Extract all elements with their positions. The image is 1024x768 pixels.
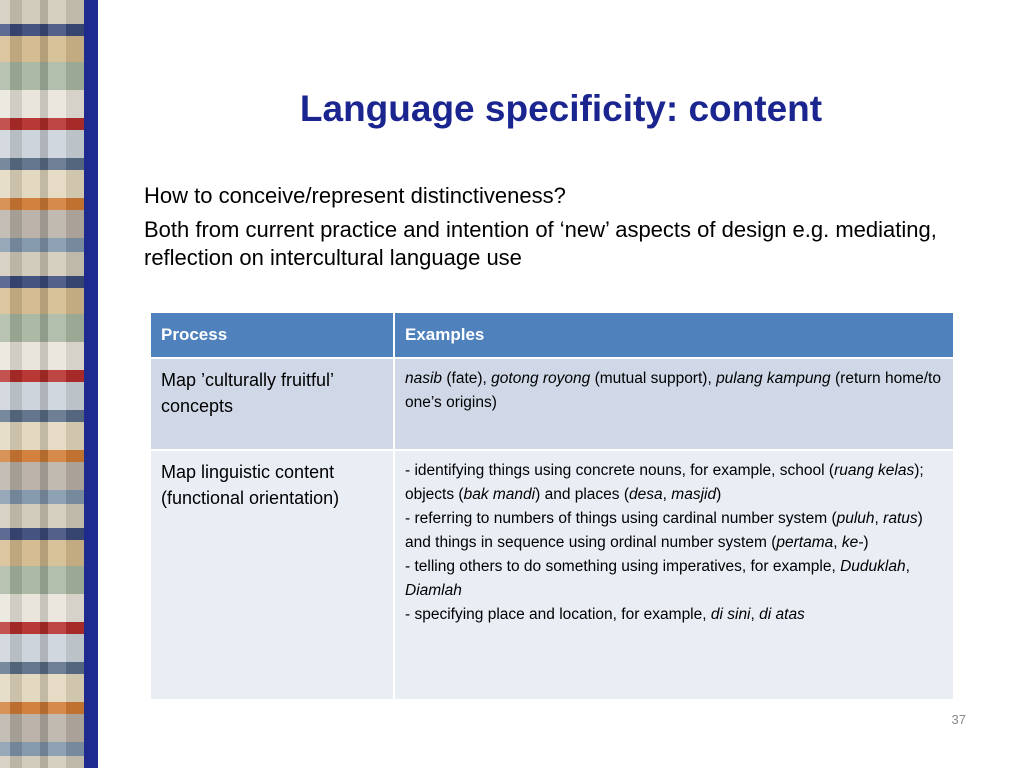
example-text: ) [716,486,722,503]
example-text: ) and places ( [535,486,630,503]
example-line [405,555,943,603]
example-term: Diamlah [405,582,462,599]
example-line [405,367,943,415]
example-text: - specifying place and location, for example, [405,606,711,623]
intro-line-2: Both from current practice and intention of ‘new’ aspects of design e.g. mediating, reflection on intercultural language use [144,217,937,270]
examples-cell [394,450,954,700]
examples-cell [394,358,954,450]
example-term: Duduklah [840,558,906,575]
example-line [405,603,943,627]
process-examples-table [149,311,955,701]
example-term: ke- [841,534,864,551]
slide-title: Language specificity: content [299,88,823,129]
example-term: pulang kampung [716,370,831,387]
example-term: ratus [883,510,918,527]
process-cell: Map ’culturally fruitful’ concepts [150,358,394,450]
intro-line-1: How to conceive/represent distinctiveness? [144,183,566,208]
example-term: di atas [759,606,805,623]
example-text: (fate), [442,370,492,387]
collage-overlay [0,0,84,768]
example-text: - identifying things using concrete nouns, for example, school ( [405,462,835,479]
example-text: , [750,606,760,623]
example-text: ); objects ( [405,462,924,503]
blue-accent-bar [84,0,98,768]
decorative-collage-strip [0,0,84,768]
example-text: ) [863,534,869,551]
example-term: nasib [405,370,443,387]
example-term: puluh [836,510,875,527]
example-text: (mutual support), [590,370,717,387]
example-text: - referring to numbers of things using cardinal number system ( [405,510,837,527]
example-text: , [833,534,842,551]
table-header-row [150,312,954,358]
example-text: , [905,558,910,575]
example-term: ruang kelas [834,462,915,479]
example-text: - telling others to do something using imperatives, for example, [405,558,841,575]
example-term: pertama [776,534,834,551]
table-row [150,358,954,450]
example-text: , [874,510,884,527]
intro-text [144,182,964,278]
table-row [150,450,954,700]
example-term: masjid [671,486,717,503]
header-process: Process [150,312,394,358]
process-cell: Map linguistic content (functional orientation) [150,450,394,700]
example-term: bak mandi [463,486,536,503]
page-number: 37 [951,712,966,727]
example-text: , [662,486,672,503]
example-term: gotong royong [491,370,591,387]
example-line [405,459,943,507]
example-text: ) and things in sequence using ordinal number system ( [405,510,923,551]
example-text: (return home/to one’s origins) [405,370,941,411]
example-line [405,507,943,555]
example-term: desa [629,486,663,503]
header-examples: Examples [394,312,954,358]
example-term: di sini [710,606,751,623]
